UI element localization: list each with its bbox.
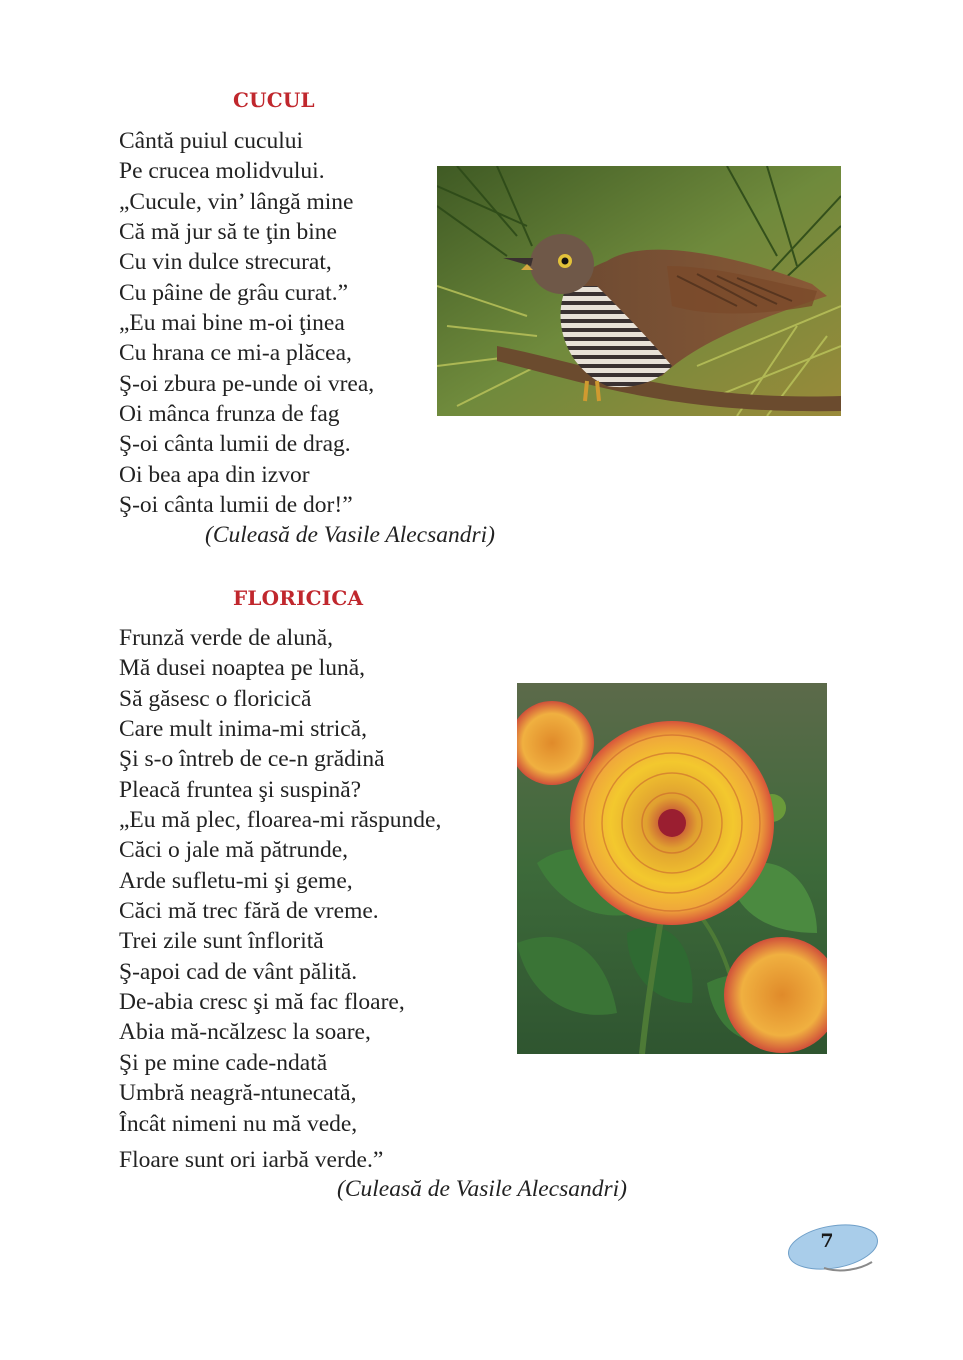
verse-line: De-abia cresc şi mă fac floare, — [119, 989, 405, 1016]
poem-cucul-verses — [119, 126, 374, 520]
cuckoo-bird-photo — [437, 166, 841, 416]
verse-line: Încât nimeni nu mă vede, — [119, 1110, 358, 1137]
verse-line: Mă dusei noaptea pe lună, — [119, 655, 366, 682]
page-number-badge — [784, 1218, 880, 1276]
verse-line: „Cucule, vin’ lângă mine — [119, 188, 354, 215]
verse-line: Ş-apoi cad de vânt pălită. — [119, 958, 358, 985]
verse-line: Care mult inima-mi strică, — [119, 716, 367, 743]
verse-line: Arde sufletu-mi şi geme, — [119, 867, 353, 894]
verse-line: Oi bea apa din izvor — [119, 461, 310, 488]
verse-line: Ş-oi cânta lumii de dor!” — [119, 492, 353, 519]
verse-line: Cântă puiul cucului — [119, 128, 304, 154]
poem-source-floricica: (Culeasă de Vasile Alecsandri) — [337, 1176, 628, 1202]
verse-line: Şi s-o întreb de ce-n grădină — [119, 746, 385, 773]
verse-line: Pe crucea molidvului. — [119, 158, 325, 185]
dahlia-flower-photo — [517, 683, 827, 1054]
verse-line: Oi mânca frunza de fag — [119, 401, 340, 428]
verse-line: Trei zile sunt înflorită — [119, 928, 324, 955]
verse-line: Ş-oi zbura pe-unde oi vrea, — [119, 370, 375, 397]
poem-title-floricica: FLORICICA — [233, 586, 364, 610]
verse-line: Căci mă trec fără de vreme. — [119, 898, 379, 925]
poem-title-cucul: CUCUL — [233, 88, 315, 112]
page-number: 7 — [820, 1230, 834, 1252]
verse-line: Cu hrana ce mi-a plăcea, — [119, 340, 352, 367]
verse-line: Umbră neagră-ntunecată, — [119, 1080, 357, 1107]
verse-line: Şi pe mine cade-ndată — [119, 1049, 328, 1076]
verse-line: Abia mă-ncălzesc la soare, — [119, 1019, 371, 1046]
verse-line: „Eu mai bine m-oi ţinea — [119, 310, 345, 337]
verse-line: Cu vin dulce strecurat, — [119, 249, 332, 276]
verse-line: Frunză verde de alună, — [119, 625, 334, 651]
poem-floricica-verses — [119, 623, 441, 1175]
verse-line: Să găsesc o floricică — [119, 685, 312, 712]
verse-line: Pleacă fruntea şi suspină? — [119, 776, 362, 803]
verse-line: „Eu mă plec, floarea-mi răspunde, — [119, 807, 442, 834]
verse-line: Căci o jale mă pătrunde, — [119, 837, 349, 864]
poem-source-cucul: (Culeasă de Vasile Alecsandri) — [205, 522, 496, 548]
verse-line: Floare sunt ori iarbă verde.” — [119, 1146, 384, 1173]
verse-line: Ş-oi cânta lumii de drag. — [119, 431, 351, 458]
verse-line: Că mă jur să te ţin bine — [119, 219, 337, 246]
verse-line: Cu pâine de grâu curat.” — [119, 279, 349, 306]
